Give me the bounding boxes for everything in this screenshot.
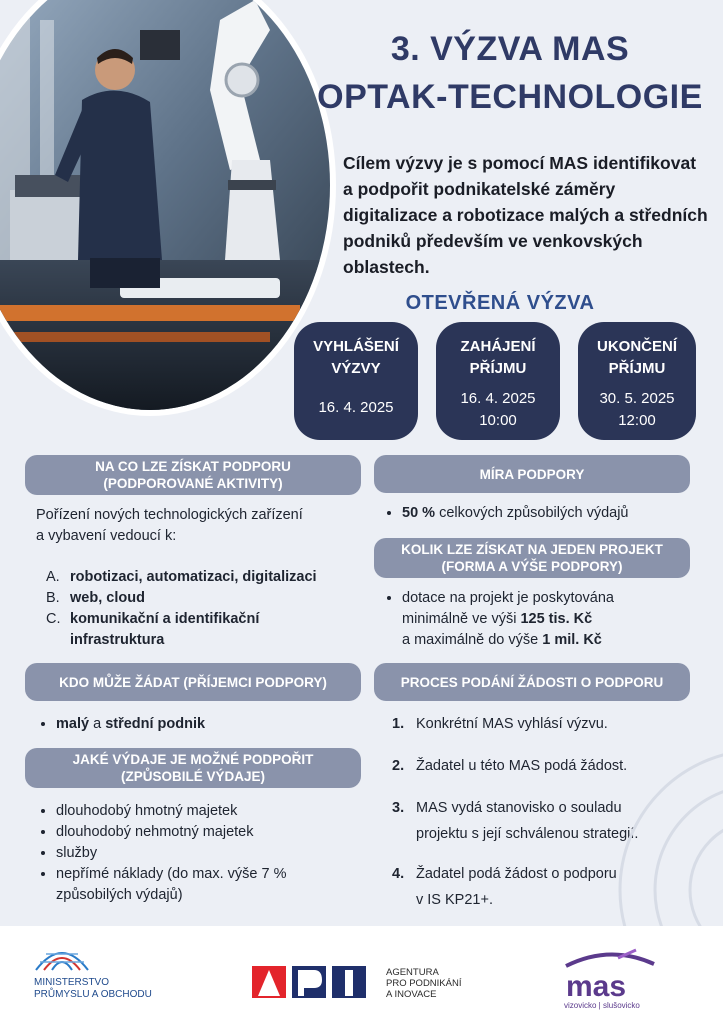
expenses-list (36, 801, 356, 906)
title-line-2: OPTAK-TECHNOLOGIE (317, 78, 703, 116)
date-label: ZAHÁJENÍ (460, 338, 536, 355)
applicants-list (36, 714, 356, 735)
date-box-intake-end (578, 322, 696, 440)
robotics-worker-illustration (0, 0, 330, 410)
rate-heading: MÍRA PODPORY (374, 455, 690, 493)
list-item: A. robotizaci, automatizaci, digitalizaci (46, 569, 317, 585)
agency-name: AGENTURA PRO PODNIKÁNÍ A INOVACE (386, 967, 462, 1000)
list-item: • nepřímé náklady (do max. výše 7 % způsobilých výdajů) (56, 864, 356, 906)
time-value: 12:00 (618, 412, 656, 429)
api-mark-icon (252, 966, 368, 998)
list-item: C. komunikační a identifikační infrastruktura (46, 611, 260, 648)
process-step: 2. Žadatel u této MAS podá žádost. (392, 758, 628, 774)
amount-list (382, 588, 692, 651)
mas-logo: mas vizovicko | slušovicko (560, 948, 670, 1010)
date-label: PŘÍJMU (469, 360, 527, 377)
date-label: VYHLÁŠENÍ (313, 338, 399, 355)
list-item: • dlouhodobý nehmotný majetek (56, 822, 356, 843)
date-box-intake-start (436, 322, 560, 440)
amount-heading: KOLIK LZE ZÍSKAT NA JEDEN PROJEKT (FORMA A VÝŠE PODPORY) (374, 538, 690, 578)
rate-list (382, 503, 692, 524)
footer (0, 926, 723, 1024)
date-box-announcement (294, 322, 418, 440)
date-label: UKONČENÍ (596, 338, 677, 355)
list-item: • služby (56, 843, 356, 864)
activities-intro: Pořízení nových technologických zařízení a vybavení vedoucí k: (36, 507, 303, 544)
intro-text: Cílem výzvy je s pomocí MAS identifikovat a podpořit podnikatelské záměry digitalizace a robotizace malých a středních podniků především ve venkovských oblastech. (343, 153, 708, 277)
mas-roof-icon (560, 948, 660, 968)
process-step: 4. Žadatel podá žádost o podporu v IS KP21+. (392, 866, 617, 908)
mpo-logo: MINISTERSTVO PRŮMYSLU A OBCHODU (34, 944, 184, 1001)
process-step: 1. Konkrétní MAS vyhlásí výzvu. (392, 716, 608, 732)
expenses-heading: JAKÉ VÝDAJE JE MOŽNÉ PODPOŘIT (ZPŮSOBILÉ VÝDAJE) (25, 748, 361, 788)
list-item: • dlouhodobý hmotný majetek (56, 801, 356, 822)
time-value: 10:00 (479, 412, 517, 429)
decorative-arcs (560, 740, 723, 926)
date-value: 16. 4. 2025 (318, 399, 394, 416)
process-step: 3. MAS vydá stanovisko o souladu projektu s její schválenou strategií. (392, 800, 639, 842)
process-heading: PROCES PODÁNÍ ŽÁDOSTI O PODPORU (374, 663, 690, 701)
api-logo (252, 966, 368, 1003)
factory-photo (0, 0, 330, 410)
activities-heading: NA CO LZE ZÍSKAT PODPORU (PODPOROVANÉ AKTIVITY) (25, 455, 361, 495)
date-label: VÝZVY (331, 360, 381, 377)
list-item: • malý a střední podnik (56, 714, 356, 735)
date-value: 30. 5. 2025 (599, 390, 675, 407)
applicants-heading: KDO MŮŽE ŽÁDAT (PŘÍJEMCI PODPORY) (25, 663, 361, 701)
date-label: PŘÍJMU (608, 360, 666, 377)
title-line-1: 3. VÝZVA MAS (390, 30, 630, 68)
list-item: • dotace na projekt je poskytována minimálně ve výši 125 tis. Kč a maximálně do výše 1 mil. Kč (402, 588, 692, 651)
activities-list (46, 567, 366, 651)
date-value: 16. 4. 2025 (460, 390, 536, 407)
list-item: • 50 % celkových způsobilých výdajů (402, 503, 692, 524)
mpo-globe-icon (34, 944, 90, 972)
list-item: B. web, cloud (46, 590, 145, 606)
open-call-heading: OTEVŘENÁ VÝZVA (405, 292, 595, 314)
